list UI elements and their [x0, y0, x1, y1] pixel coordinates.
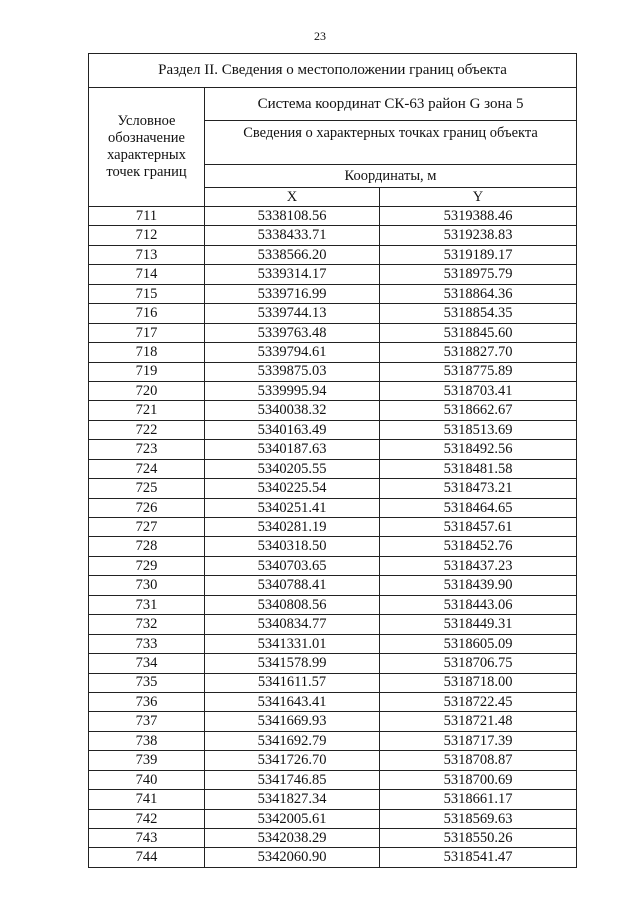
x-coordinate-cell: 5340187.63 [205, 440, 380, 459]
x-coordinate-cell: 5341611.57 [205, 673, 380, 692]
table-row [89, 829, 577, 848]
x-coordinate-cell: 5339716.99 [205, 284, 380, 303]
table-row [89, 498, 577, 517]
coordinates-table [88, 53, 577, 868]
x-coordinate-cell: 5341692.79 [205, 731, 380, 750]
y-coordinate-cell: 5318703.41 [380, 381, 577, 400]
table-row [89, 401, 577, 420]
table-row [89, 381, 577, 400]
table-row [89, 712, 577, 731]
point-id-cell: 741 [89, 790, 205, 809]
point-id-cell: 722 [89, 420, 205, 439]
page-number: 23 [314, 29, 326, 43]
x-coordinate-cell: 5340038.32 [205, 401, 380, 420]
x-coordinate-cell: 5339763.48 [205, 323, 380, 342]
table-row [89, 207, 577, 226]
table-row [89, 692, 577, 711]
y-coordinate-cell: 5318605.09 [380, 634, 577, 653]
table-row [89, 343, 577, 362]
point-id-cell: 730 [89, 576, 205, 595]
x-coordinate-cell: 5339875.03 [205, 362, 380, 381]
table-row [89, 790, 577, 809]
coordinates-header: Координаты, м [205, 165, 577, 188]
table-row [89, 226, 577, 245]
point-column-header: Условное обозначение характерных точек границ [89, 88, 205, 207]
table-row [89, 459, 577, 478]
point-id-cell: 717 [89, 323, 205, 342]
y-coordinate-cell: 5318449.31 [380, 615, 577, 634]
point-id-cell: 742 [89, 809, 205, 828]
y-coordinate-cell: 5319238.83 [380, 226, 577, 245]
y-coordinate-cell: 5318718.00 [380, 673, 577, 692]
x-coordinate-cell: 5340834.77 [205, 615, 380, 634]
x-coordinate-cell: 5339314.17 [205, 265, 380, 284]
y-coordinate-cell: 5318700.69 [380, 770, 577, 789]
table-row [89, 654, 577, 673]
table-row [89, 576, 577, 595]
x-coordinate-cell: 5340703.65 [205, 556, 380, 575]
point-id-cell: 718 [89, 343, 205, 362]
y-coordinate-cell: 5318541.47 [380, 848, 577, 867]
table-row [89, 245, 577, 264]
table-row [89, 323, 577, 342]
y-coordinate-cell: 5319388.46 [380, 207, 577, 226]
point-id-cell: 728 [89, 537, 205, 556]
point-id-cell: 715 [89, 284, 205, 303]
y-coordinate-cell: 5318492.56 [380, 440, 577, 459]
x-coordinate-cell: 5342038.29 [205, 829, 380, 848]
x-column-header: X [205, 188, 380, 207]
x-coordinate-cell: 5341578.99 [205, 654, 380, 673]
table-row [89, 673, 577, 692]
point-id-cell: 733 [89, 634, 205, 653]
point-id-cell: 734 [89, 654, 205, 673]
point-id-cell: 743 [89, 829, 205, 848]
x-coordinate-cell: 5338108.56 [205, 207, 380, 226]
table-body [89, 207, 577, 868]
x-coordinate-cell: 5340205.55 [205, 459, 380, 478]
point-id-cell: 735 [89, 673, 205, 692]
y-coordinate-cell: 5318775.89 [380, 362, 577, 381]
coordinate-system-header: Система координат СК-63 район G зона 5 [205, 88, 577, 121]
table-row [89, 420, 577, 439]
x-coordinate-cell: 5338566.20 [205, 245, 380, 264]
x-coordinate-cell: 5340281.19 [205, 518, 380, 537]
point-id-cell: 744 [89, 848, 205, 867]
x-coordinate-cell: 5342060.90 [205, 848, 380, 867]
points-info-header: Сведения о характерных точках границ объекта [205, 121, 577, 165]
point-id-cell: 739 [89, 751, 205, 770]
point-id-cell: 716 [89, 304, 205, 323]
section-title: Раздел II. Сведения о местоположении границ объекта [89, 54, 577, 88]
point-id-cell: 724 [89, 459, 205, 478]
point-id-cell: 737 [89, 712, 205, 731]
table-row [89, 751, 577, 770]
point-id-cell: 711 [89, 207, 205, 226]
y-coordinate-cell: 5318439.90 [380, 576, 577, 595]
point-id-cell: 719 [89, 362, 205, 381]
point-id-cell: 732 [89, 615, 205, 634]
table-row [89, 556, 577, 575]
table-row [89, 595, 577, 614]
point-id-cell: 727 [89, 518, 205, 537]
y-coordinate-cell: 5318721.48 [380, 712, 577, 731]
x-coordinate-cell: 5341827.34 [205, 790, 380, 809]
point-id-cell: 736 [89, 692, 205, 711]
y-coordinate-cell: 5318845.60 [380, 323, 577, 342]
table-row [89, 479, 577, 498]
point-id-cell: 712 [89, 226, 205, 245]
x-coordinate-cell: 5340225.54 [205, 479, 380, 498]
table-row [89, 634, 577, 653]
y-coordinate-cell: 5318661.17 [380, 790, 577, 809]
table-row [89, 304, 577, 323]
y-coordinate-cell: 5318722.45 [380, 692, 577, 711]
point-id-cell: 731 [89, 595, 205, 614]
y-coordinate-cell: 5318706.75 [380, 654, 577, 673]
point-id-cell: 729 [89, 556, 205, 575]
table-row [89, 265, 577, 284]
y-coordinate-cell: 5318975.79 [380, 265, 577, 284]
y-coordinate-cell: 5318854.35 [380, 304, 577, 323]
table-row [89, 284, 577, 303]
table-row [89, 770, 577, 789]
x-coordinate-cell: 5341746.85 [205, 770, 380, 789]
y-coordinate-cell: 5319189.17 [380, 245, 577, 264]
point-id-cell: 725 [89, 479, 205, 498]
x-coordinate-cell: 5339995.94 [205, 381, 380, 400]
y-coordinate-cell: 5318437.23 [380, 556, 577, 575]
x-coordinate-cell: 5341331.01 [205, 634, 380, 653]
y-coordinate-cell: 5318864.36 [380, 284, 577, 303]
x-coordinate-cell: 5340251.41 [205, 498, 380, 517]
x-coordinate-cell: 5340163.49 [205, 420, 380, 439]
y-coordinate-cell: 5318464.65 [380, 498, 577, 517]
table-row [89, 809, 577, 828]
y-coordinate-cell: 5318550.26 [380, 829, 577, 848]
x-coordinate-cell: 5341726.70 [205, 751, 380, 770]
point-id-cell: 721 [89, 401, 205, 420]
x-coordinate-cell: 5341643.41 [205, 692, 380, 711]
x-coordinate-cell: 5340808.56 [205, 595, 380, 614]
point-id-cell: 720 [89, 381, 205, 400]
table-row [89, 615, 577, 634]
y-coordinate-cell: 5318827.70 [380, 343, 577, 362]
x-coordinate-cell: 5340788.41 [205, 576, 380, 595]
table-row [89, 518, 577, 537]
point-id-cell: 713 [89, 245, 205, 264]
y-coordinate-cell: 5318708.87 [380, 751, 577, 770]
y-column-header: Y [380, 188, 577, 207]
x-coordinate-cell: 5342005.61 [205, 809, 380, 828]
point-id-cell: 738 [89, 731, 205, 750]
x-coordinate-cell: 5338433.71 [205, 226, 380, 245]
point-id-cell: 723 [89, 440, 205, 459]
x-coordinate-cell: 5339794.61 [205, 343, 380, 362]
table-row [89, 440, 577, 459]
y-coordinate-cell: 5318513.69 [380, 420, 577, 439]
y-coordinate-cell: 5318481.58 [380, 459, 577, 478]
y-coordinate-cell: 5318662.67 [380, 401, 577, 420]
y-coordinate-cell: 5318457.61 [380, 518, 577, 537]
table-header [89, 54, 577, 207]
y-coordinate-cell: 5318452.76 [380, 537, 577, 556]
table-row [89, 731, 577, 750]
x-coordinate-cell: 5341669.93 [205, 712, 380, 731]
x-coordinate-cell: 5340318.50 [205, 537, 380, 556]
point-id-cell: 726 [89, 498, 205, 517]
y-coordinate-cell: 5318717.39 [380, 731, 577, 750]
y-coordinate-cell: 5318443.06 [380, 595, 577, 614]
y-coordinate-cell: 5318473.21 [380, 479, 577, 498]
y-coordinate-cell: 5318569.63 [380, 809, 577, 828]
table-row [89, 362, 577, 381]
x-coordinate-cell: 5339744.13 [205, 304, 380, 323]
point-id-cell: 714 [89, 265, 205, 284]
table-row [89, 537, 577, 556]
table-row [89, 848, 577, 867]
point-id-cell: 740 [89, 770, 205, 789]
